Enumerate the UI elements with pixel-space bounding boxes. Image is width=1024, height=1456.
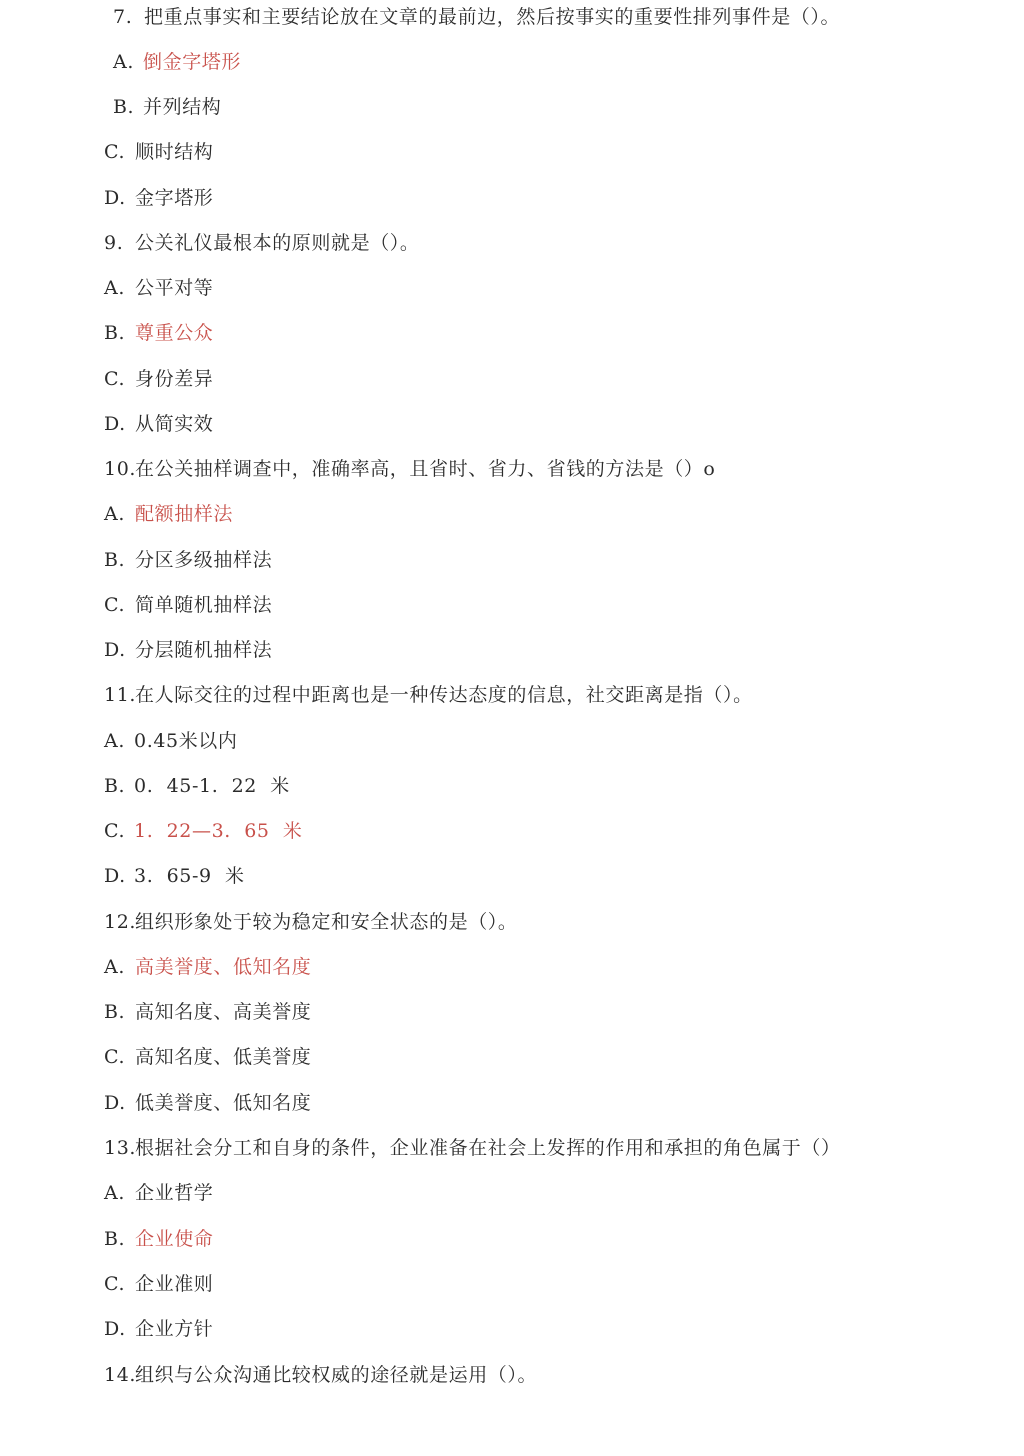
- option-label: A.: [104, 956, 125, 978]
- option-label: A.: [104, 1182, 125, 1204]
- option-d: [0, 186, 213, 210]
- option-label: D.: [104, 865, 126, 887]
- option-c: [0, 593, 272, 617]
- question-12: [0, 910, 518, 934]
- option-label: D.: [104, 1092, 126, 1114]
- option-b: [0, 95, 221, 119]
- option-label: C.: [104, 594, 126, 616]
- option-c: [0, 367, 213, 391]
- option-b-answer: [0, 1227, 213, 1251]
- option-text: 企业哲学: [135, 1182, 214, 1204]
- option-label: C.: [104, 141, 126, 163]
- option-c: [0, 140, 213, 164]
- option-text: 顺时结构: [135, 141, 214, 163]
- option-text: 0. 45-1. 22 米: [134, 775, 290, 797]
- option-d: [0, 412, 213, 436]
- question-text: 组织与公众沟通比较权威的途径就是运用（）。: [135, 1364, 538, 1386]
- option-label: B.: [113, 96, 135, 118]
- question-9: [0, 231, 420, 255]
- option-text: 身份差异: [135, 368, 214, 390]
- option-a-answer: [0, 955, 311, 979]
- option-label: A.: [104, 277, 125, 299]
- question-11: [0, 683, 753, 707]
- option-label: C.: [104, 1273, 126, 1295]
- option-label: C.: [104, 368, 126, 390]
- option-label: B.: [104, 1228, 126, 1250]
- question-text: 组织形象处于较为稳定和安全状态的是（）。: [135, 911, 518, 933]
- option-text: 从简实效: [135, 413, 214, 435]
- option-label: C.: [104, 820, 126, 842]
- option-a: [0, 729, 238, 753]
- option-b-answer: [0, 321, 213, 345]
- option-d: [0, 1317, 213, 1341]
- option-a-answer: [0, 502, 233, 526]
- option-text: 企业准则: [135, 1273, 214, 1295]
- option-a: [0, 276, 213, 300]
- question-10: [0, 457, 715, 481]
- option-text: 高知名度、高美誉度: [135, 1001, 312, 1023]
- option-text: 尊重公众: [135, 322, 214, 344]
- question-text: 公关礼仪最根本的原则就是（）。: [135, 232, 420, 254]
- option-text: 金字塔形: [135, 187, 214, 209]
- option-text: 简单随机抽样法: [135, 594, 273, 616]
- option-label: D.: [104, 1318, 126, 1340]
- option-label: A.: [104, 730, 125, 752]
- option-text: 低美誉度、低知名度: [135, 1092, 312, 1114]
- question-7: [0, 5, 840, 29]
- option-label: A.: [104, 503, 125, 525]
- option-text: 3. 65-9 米: [134, 865, 245, 887]
- option-b: [0, 774, 290, 798]
- option-text: 高知名度、低美誉度: [135, 1046, 312, 1068]
- option-text: 公平对等: [135, 277, 214, 299]
- option-c: [0, 1272, 213, 1296]
- option-text: 0.45米以内: [134, 730, 238, 752]
- question-number: 11.: [104, 684, 137, 706]
- question-number: 13.: [104, 1137, 137, 1159]
- question-14: [0, 1363, 537, 1387]
- option-label: D.: [104, 639, 126, 661]
- option-text: 分层随机抽样法: [135, 639, 273, 661]
- option-label: B.: [104, 322, 126, 344]
- question-number: 10.: [104, 458, 137, 480]
- option-text: 倒金字塔形: [143, 51, 242, 73]
- option-label: A.: [113, 51, 134, 73]
- option-c-answer: [0, 819, 302, 843]
- option-c: [0, 1045, 311, 1069]
- question-number: 14.: [104, 1364, 137, 1386]
- option-label: B.: [104, 775, 126, 797]
- question-text: 在公关抽样调查中，准确率高，且省时、省力、省钱的方法是（）o: [135, 458, 716, 480]
- question-text: 根据社会分工和自身的条件，企业准备在社会上发挥的作用和承担的角色属于（）: [135, 1137, 841, 1159]
- option-text: 企业使命: [135, 1228, 214, 1250]
- option-d: [0, 638, 272, 662]
- question-text: 把重点事实和主要结论放在文章的最前边，然后按事实的重要性排列事件是（）。: [144, 6, 841, 28]
- option-label: D.: [104, 187, 126, 209]
- question-text: 在人际交往的过程中距离也是一种传达态度的信息，社交距离是指（）。: [135, 684, 753, 706]
- option-label: D.: [104, 413, 126, 435]
- option-label: B.: [104, 1001, 126, 1023]
- option-b: [0, 1000, 311, 1024]
- option-a: [0, 1181, 213, 1205]
- option-text: 分区多级抽样法: [135, 549, 273, 571]
- option-text: 配额抽样法: [135, 503, 234, 525]
- question-13: [0, 1136, 841, 1160]
- option-text: 1. 22—3. 65 米: [134, 820, 303, 842]
- question-number: 7.: [113, 6, 133, 28]
- option-text: 企业方针: [135, 1318, 214, 1340]
- option-label: C.: [104, 1046, 126, 1068]
- option-a-answer: [0, 50, 241, 74]
- option-text: 并列结构: [143, 96, 222, 118]
- option-label: B.: [104, 549, 126, 571]
- option-d: [0, 864, 245, 888]
- option-text: 高美誉度、低知名度: [135, 956, 312, 978]
- option-b: [0, 548, 272, 572]
- question-number: 9.: [104, 232, 124, 254]
- option-d: [0, 1091, 311, 1115]
- question-number: 12.: [104, 911, 137, 933]
